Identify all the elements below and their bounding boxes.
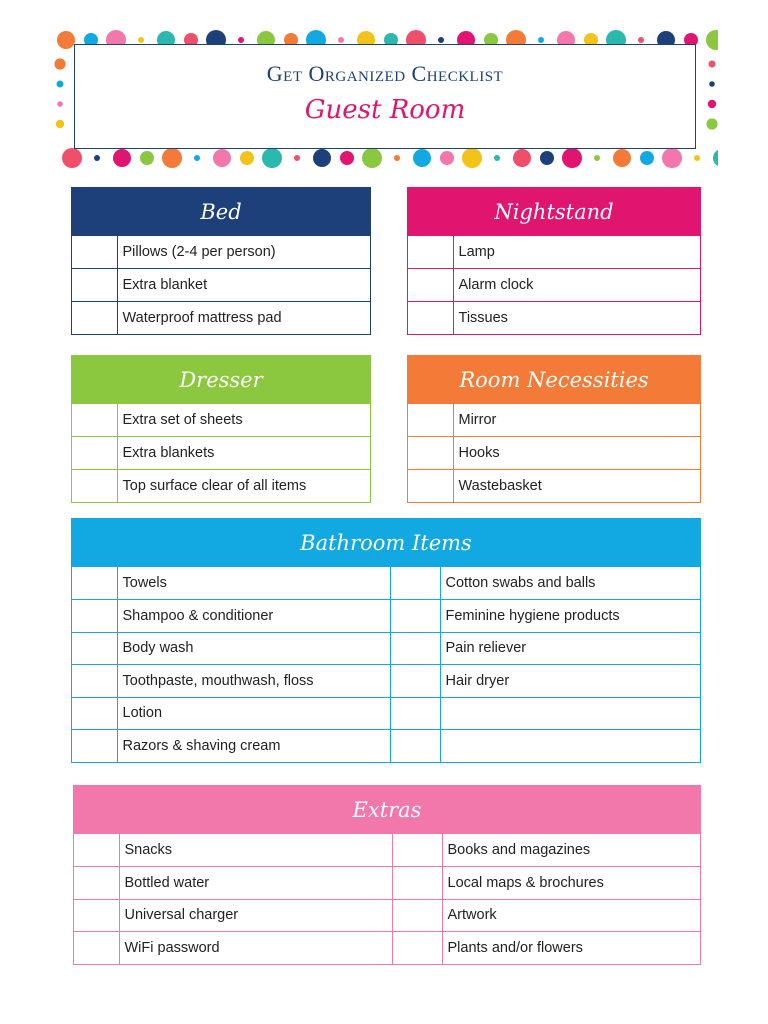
section-header-dresser: Dresser (72, 356, 370, 404)
list-item (408, 269, 700, 302)
polka-dot (594, 155, 600, 161)
checkbox[interactable] (74, 834, 119, 867)
polka-dot (413, 149, 431, 167)
checklist-room-necessities (408, 404, 700, 502)
list-item (72, 269, 370, 302)
page-subtitle: Guest Room (304, 95, 466, 125)
polka-dot (57, 31, 75, 49)
item-label: Snacks (119, 834, 392, 867)
polka-dot (140, 151, 154, 165)
item-label: Top surface clear of all items (117, 469, 370, 502)
item-label: Pain reliever (440, 632, 700, 665)
item-label: Shampoo & conditioner (117, 600, 390, 633)
checkbox[interactable] (390, 730, 440, 763)
polka-dot (262, 148, 282, 168)
checkbox[interactable] (408, 269, 453, 302)
polka-dot (362, 148, 382, 168)
list-item (72, 567, 700, 600)
item-label: Waterproof mattress pad (117, 301, 370, 334)
item-label: Cotton swabs and balls (440, 567, 700, 600)
item-label: Feminine hygiene products (440, 600, 700, 633)
polka-dot (440, 151, 454, 165)
list-item (72, 730, 700, 763)
polka-dot (340, 151, 354, 165)
polka-dot (538, 37, 544, 43)
title-box (74, 44, 696, 149)
section-room-necessities (407, 355, 701, 503)
polka-dot (638, 37, 644, 43)
checkbox[interactable] (72, 236, 117, 269)
checkbox[interactable] (72, 567, 117, 600)
item-label: Toothpaste, mouthwash, floss (117, 665, 390, 698)
item-label: Wastebasket (453, 469, 700, 502)
polka-dot (138, 37, 144, 43)
page-title: Get Organized Checklist (266, 61, 504, 86)
checkbox[interactable] (72, 437, 117, 470)
checkbox[interactable] (72, 730, 117, 763)
list-item (408, 404, 700, 437)
checklist-dresser (72, 404, 370, 502)
polka-dot (162, 148, 182, 168)
checklist-bathroom-items (72, 567, 700, 762)
item-label: Pillows (2-4 per person) (117, 236, 370, 269)
polka-dot (540, 151, 554, 165)
item-label (440, 730, 700, 763)
list-item (72, 697, 700, 730)
polka-dot (94, 155, 100, 161)
item-label: Universal charger (119, 899, 392, 932)
checkbox[interactable] (392, 932, 442, 965)
checkbox[interactable] (74, 867, 119, 900)
list-item (72, 404, 370, 437)
polka-dot (613, 149, 631, 167)
checkbox[interactable] (408, 404, 453, 437)
item-label: Razors & shaving cream (117, 730, 390, 763)
list-item (72, 469, 370, 502)
item-label: Hair dryer (440, 665, 700, 698)
list-item (74, 867, 700, 900)
item-label: Books and magazines (442, 834, 700, 867)
polka-dot (57, 101, 63, 107)
checklist-bed (72, 236, 370, 334)
polka-dot (57, 81, 64, 88)
checkbox[interactable] (392, 899, 442, 932)
checkbox[interactable] (408, 437, 453, 470)
section-header-extras: Extras (74, 786, 700, 834)
item-label (440, 697, 700, 730)
polka-dot (640, 151, 654, 165)
section-header-bathroom-items: Bathroom Items (72, 519, 700, 567)
polka-dot (62, 148, 82, 168)
list-item (72, 301, 370, 334)
checklist-nightstand (408, 236, 700, 334)
checkbox[interactable] (72, 600, 117, 633)
list-item (72, 437, 370, 470)
polka-dot (56, 120, 64, 128)
checkbox[interactable] (74, 932, 119, 965)
checkbox[interactable] (390, 665, 440, 698)
checkbox[interactable] (392, 867, 442, 900)
item-label: Local maps & brochures (442, 867, 700, 900)
item-label: Mirror (453, 404, 700, 437)
item-label: Extra set of sheets (117, 404, 370, 437)
checkbox[interactable] (72, 632, 117, 665)
polka-dot (706, 118, 717, 129)
polka-dot (494, 155, 500, 161)
list-item (74, 834, 700, 867)
checklist-extras (74, 834, 700, 964)
checkbox[interactable] (390, 567, 440, 600)
item-label: Towels (117, 567, 390, 600)
section-header-bed: Bed (72, 188, 370, 236)
list-item (72, 632, 700, 665)
checkbox[interactable] (74, 899, 119, 932)
checkbox[interactable] (72, 404, 117, 437)
polka-dot (238, 37, 244, 43)
item-label: Bottled water (119, 867, 392, 900)
polka-dot (438, 37, 444, 43)
section-extras (73, 785, 701, 965)
list-item (72, 665, 700, 698)
checkbox[interactable] (72, 301, 117, 334)
list-item (74, 932, 700, 965)
checkbox[interactable] (390, 697, 440, 730)
checkbox[interactable] (72, 469, 117, 502)
polka-dot (709, 81, 715, 87)
polka-dot (662, 148, 682, 168)
polka-dot (709, 61, 716, 68)
section-bathroom-items (71, 518, 701, 763)
list-item (72, 236, 370, 269)
list-item (408, 236, 700, 269)
item-label: Plants and/or flowers (442, 932, 700, 965)
item-label: Tissues (453, 301, 700, 334)
item-label: Body wash (117, 632, 390, 665)
checkbox[interactable] (72, 269, 117, 302)
item-label: Extra blanket (117, 269, 370, 302)
polka-dot (706, 30, 718, 50)
polka-dot (54, 58, 65, 69)
polka-dot (313, 149, 331, 167)
polka-dot (213, 149, 231, 167)
section-dresser (71, 355, 371, 503)
checkbox[interactable] (390, 600, 440, 633)
section-bed (71, 187, 371, 335)
section-header-room-necessities: Room Necessities (408, 356, 700, 404)
item-label: WiFi password (119, 932, 392, 965)
polka-dot (194, 155, 200, 161)
polka-dot (294, 155, 300, 161)
polka-dot (113, 149, 131, 167)
polka-dot (713, 149, 718, 167)
section-header-nightstand: Nightstand (408, 188, 700, 236)
polka-dot (513, 149, 531, 167)
checkbox[interactable] (392, 834, 442, 867)
list-item (72, 600, 700, 633)
checkbox[interactable] (408, 469, 453, 502)
polka-dot (562, 148, 582, 168)
item-label: Artwork (442, 899, 700, 932)
polka-dot (338, 37, 344, 43)
list-item (408, 469, 700, 502)
item-label: Lotion (117, 697, 390, 730)
checkbox[interactable] (408, 301, 453, 334)
item-label: Hooks (453, 437, 700, 470)
polka-dot (708, 100, 716, 108)
list-item (408, 301, 700, 334)
item-label: Lamp (453, 236, 700, 269)
list-item (74, 899, 700, 932)
item-label: Alarm clock (453, 269, 700, 302)
polka-dot (694, 155, 700, 161)
checkbox[interactable] (390, 632, 440, 665)
item-label: Extra blankets (117, 437, 370, 470)
polka-dot (394, 155, 400, 161)
section-nightstand (407, 187, 701, 335)
polka-dot (462, 148, 482, 168)
checkbox[interactable] (72, 697, 117, 730)
polka-dot (240, 151, 254, 165)
checkbox[interactable] (72, 665, 117, 698)
list-item (408, 437, 700, 470)
checkbox[interactable] (408, 236, 453, 269)
